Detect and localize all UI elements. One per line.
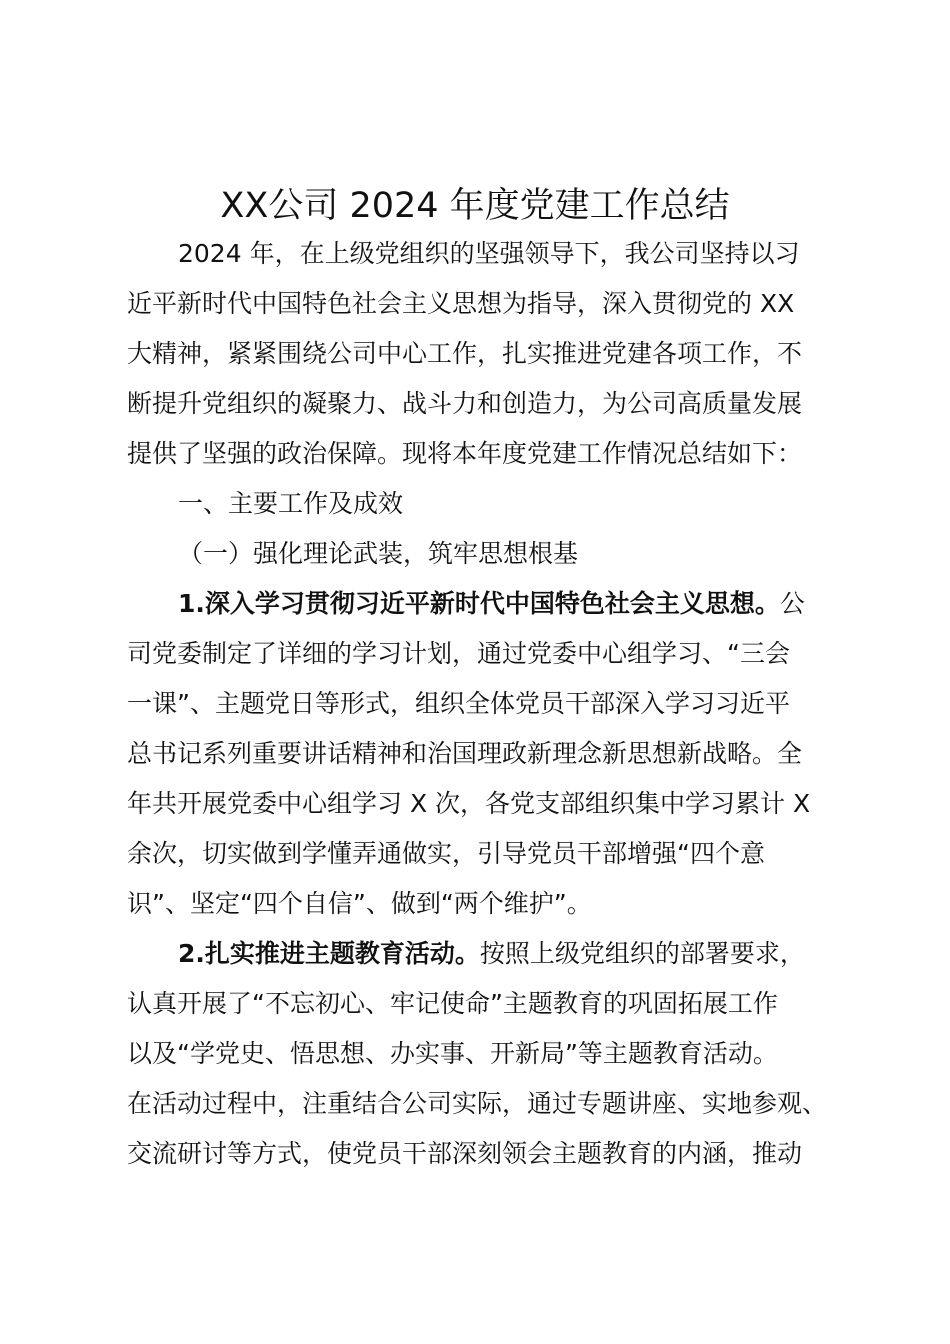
paragraph-line: 大精神，紧紧围绕公司中心工作，扎实推进党建各项工作，不 (127, 339, 803, 368)
paragraph-line: 2024 年，在上级党组织的坚强领导下，我公司坚持以习 (178, 239, 800, 268)
paragraph-line: 提供了坚强的政治保障。现将本年度党建工作情况总结如下： (127, 439, 803, 468)
item-heading: 1.深入学习贯彻习近平新时代中国特色社会主义思想。 (178, 589, 780, 618)
paragraph-line: 认真开展了“不忘初心、牢记使命”主题教育的巩固拓展工作 (127, 989, 778, 1018)
subsection-heading: （一）强化理论武装，筑牢思想根基 (178, 539, 579, 568)
document-title: XX公司 2024 年度党建工作总结 (220, 186, 730, 226)
section-heading: 一、主要工作及成效 (178, 489, 404, 518)
paragraph-line (178, 582, 805, 626)
paragraph-line: 以及“学党史、悟思想、办实事、开新局”等主题教育活动。 (127, 1039, 778, 1068)
paragraph-line: 近平新时代中国特色社会主义思想为指导，深入贯彻党的 XX (127, 289, 795, 318)
item-heading: 2.扎实推进主题教育活动。 (178, 939, 480, 968)
paragraph-line: 识”、坚定“四个自信”、做到“两个维护”。 (127, 889, 592, 918)
paragraph-line: 年共开展党委中心组学习 X 次，各党支部组织集中学习累计 X (127, 789, 811, 818)
paragraph-line: 总书记系列重要讲话精神和治国理政新理念新思想新战略。全 (127, 739, 803, 768)
paragraph-line: 一课”、主题党日等形式，组织全体党员干部深入学习习近平 (127, 689, 790, 718)
paragraph-text: 按照上级党组织的部署要求， (479, 939, 805, 968)
paragraph-line: 断提升党组织的凝聚力、战斗力和创造力，为公司高质量发展 (127, 389, 803, 418)
paragraph-text: 公 (779, 589, 805, 618)
paragraph-line: 在活动过程中，注重结合公司实际，通过专题讲座、实地参观、 (127, 1089, 828, 1118)
paragraph-line: 余次，切实做到学懂弄通做实，引导党员干部增强“四个意 (127, 839, 765, 868)
paragraph-line (178, 932, 805, 976)
paragraph-line: 司党委制定了详细的学习计划，通过党委中心组学习、“三会 (127, 639, 790, 668)
paragraph-line: 交流研讨等方式，使党员干部深刻领会主题教育的内涵，推动 (127, 1139, 803, 1168)
